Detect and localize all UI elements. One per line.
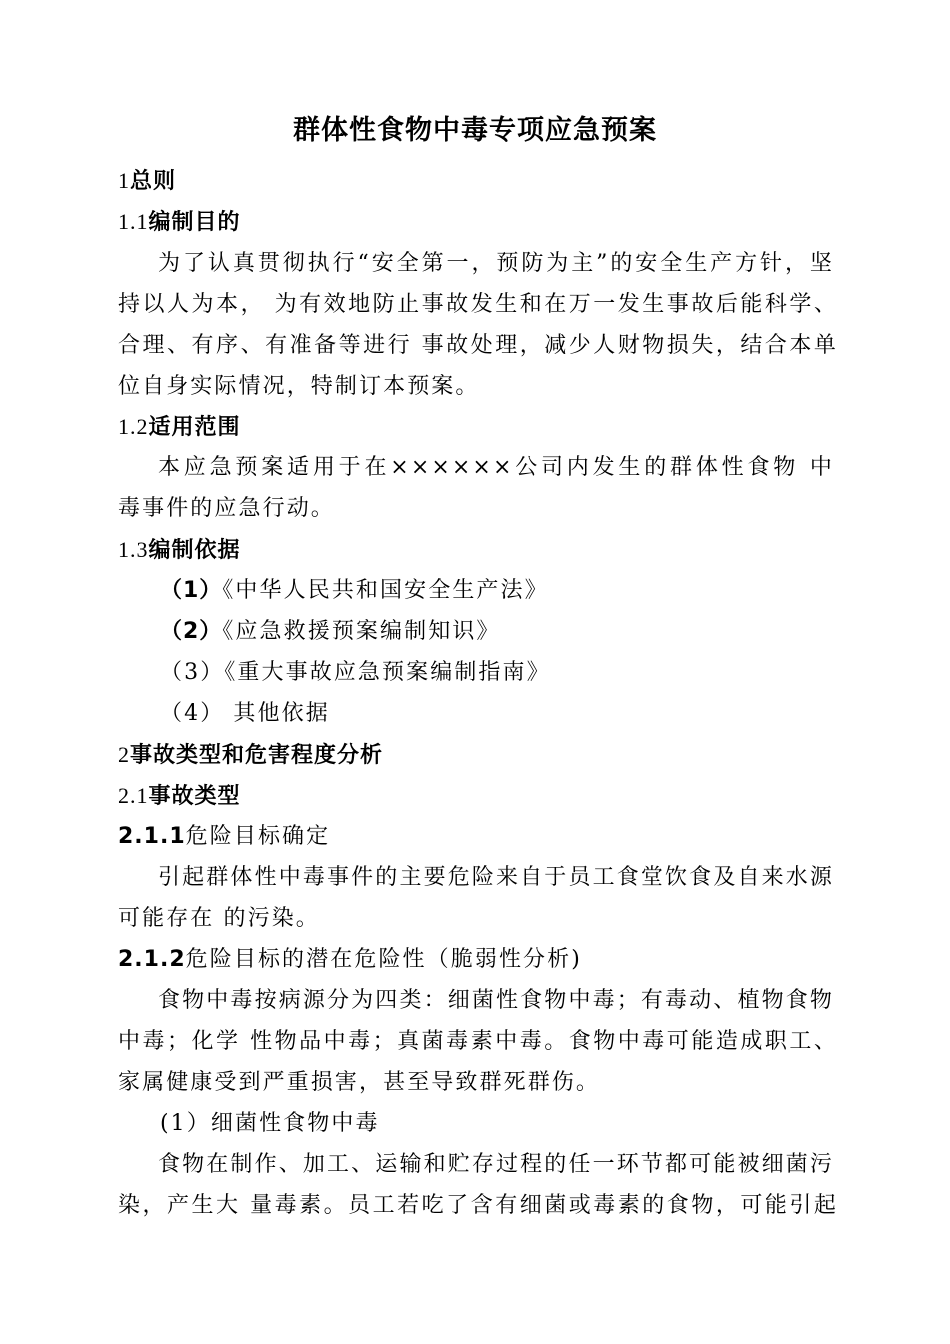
paragraph-line: 食物中毒按病源分为四类：细菌性食物中毒；有毒动、植物食物 bbox=[158, 988, 834, 1013]
section-number: 1.3 bbox=[118, 537, 149, 562]
section-2-heading bbox=[118, 739, 838, 772]
section-2-1-2-heading bbox=[118, 944, 838, 976]
paragraph-line: 毒事件的应急行动。 bbox=[118, 496, 335, 521]
list-marker: （3） bbox=[160, 660, 225, 685]
section-2-1-1-heading bbox=[118, 821, 838, 853]
reference-item bbox=[160, 575, 880, 607]
paragraph-line: 本应急预案适用于在××××××公司内发生的群体性食物 中 bbox=[158, 455, 834, 480]
reference-title: 其他依据 bbox=[224, 701, 330, 726]
section-title: 编制依据 bbox=[148, 538, 241, 563]
section-number: 2 bbox=[118, 742, 130, 767]
section-title: 适用范围 bbox=[148, 415, 241, 440]
paragraph-line: 为了认真贯彻执行“安全第一，预防为主”的安全生产方针，坚 bbox=[158, 251, 834, 276]
paragraph-line: 位自身实际情况，特制订本预案。 bbox=[118, 374, 480, 399]
section-1-2-heading bbox=[118, 411, 838, 444]
reference-title: 《应急救援预案编制知识》 bbox=[222, 619, 501, 644]
section-1-3-heading bbox=[118, 534, 838, 567]
section-title: 危险目标确定 bbox=[185, 824, 331, 849]
paragraph-line: 家属健康受到严重损害，甚至导致群死群伤。 bbox=[118, 1070, 601, 1095]
reference-item bbox=[160, 616, 880, 648]
section-number: 1 bbox=[118, 168, 130, 193]
paragraph-line: 染，产生大 量毒素。员工若吃了含有细菌或毒素的食物，可能引起 bbox=[118, 1193, 838, 1218]
paragraph-line: 可能存在 的污染。 bbox=[118, 906, 320, 931]
section-number: 1.1 bbox=[118, 209, 149, 234]
reference-item bbox=[160, 657, 880, 689]
section-title: 危险目标的潜在危险性（脆弱性分析) bbox=[185, 947, 582, 972]
list-marker: （2） bbox=[160, 619, 223, 644]
section-number: 2.1 bbox=[118, 783, 149, 808]
section-title: 事故类型 bbox=[148, 784, 241, 809]
reference-title: 《重大事故应急预案编制指南》 bbox=[224, 660, 551, 685]
subsection-heading: (1）细菌性食物中毒 bbox=[160, 1111, 380, 1136]
list-marker: （4） bbox=[160, 701, 225, 726]
section-1-1-heading bbox=[118, 206, 838, 239]
paragraph-line: 合理、有序、有准备等进行 事故处理，减少人财物损失，结合本单 bbox=[118, 333, 838, 358]
section-number: 2.1.1 bbox=[118, 824, 186, 849]
section-title: 总则 bbox=[130, 169, 177, 194]
paragraph-line: 中毒；化学 性物品中毒；真菌毒素中毒。食物中毒可能造成职工、 bbox=[118, 1029, 838, 1054]
paragraph-line: 引起群体性中毒事件的主要危险来自于员工食堂饮食及自来水源 bbox=[158, 865, 834, 890]
section-title: 事故类型和危害程度分析 bbox=[130, 743, 384, 768]
reference-item bbox=[160, 698, 880, 730]
reference-title: 《中华人民共和国安全生产法》 bbox=[222, 578, 549, 603]
document-title: 群体性食物中毒专项应急预案 bbox=[293, 115, 657, 146]
section-2-1-heading bbox=[118, 780, 838, 813]
paragraph-line: 持以人为本， 为有效地防止事故发生和在万一发生事故后能科学、 bbox=[118, 292, 838, 317]
section-1-heading bbox=[118, 165, 838, 198]
paragraph-line: 食物在制作、加工、运输和贮存过程的任一环节都可能被细菌污 bbox=[158, 1152, 834, 1177]
section-number: 1.2 bbox=[118, 414, 149, 439]
section-number: 2.1.2 bbox=[118, 947, 186, 972]
section-title: 编制目的 bbox=[148, 210, 241, 235]
list-marker: （1） bbox=[160, 578, 223, 603]
